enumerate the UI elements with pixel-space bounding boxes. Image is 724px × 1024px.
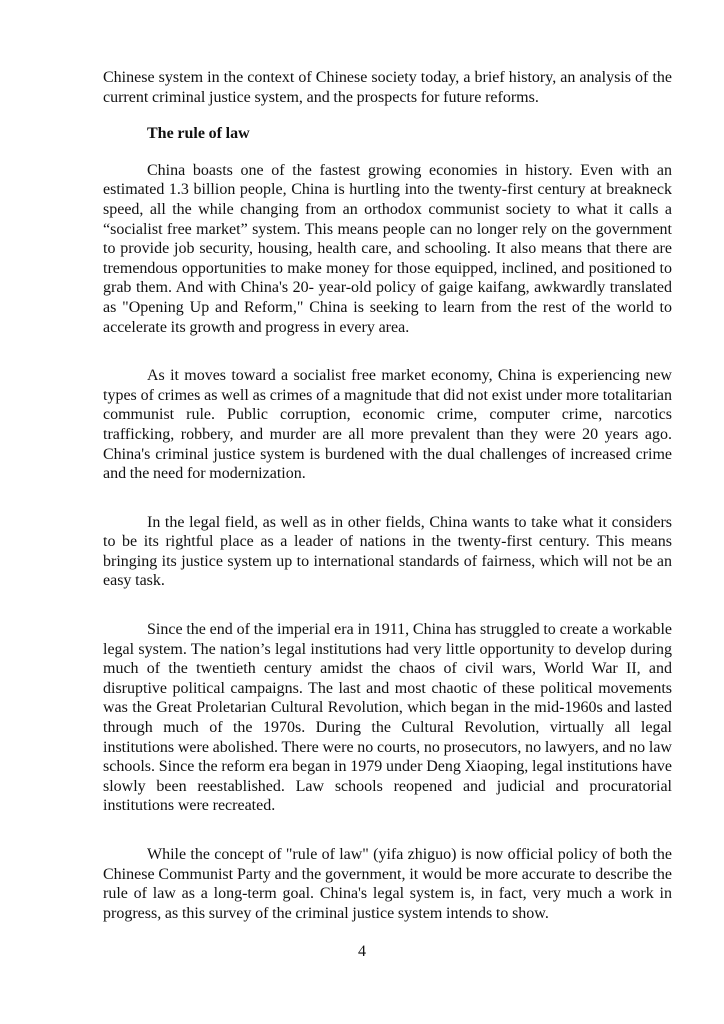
paragraph-history: Since the end of the imperial era in 1911, China has struggled to create a workable legal system. The nation’s legal institutions had very little opportunity to develop during much of the twentieth century amidst the chaos of civil wars, World War II, and disruptive political campaigns. The last and most chaotic of these political movements was the Great Proletarian Cultural Revolution, which began in the mid-1960s and lasted through much of the 1970s. During the Cultural Revolution, virtually all legal institutions were abolished. There were no courts, no prosecutors, no lawyers, and no law schools. Since the reform era began in 1979 under Deng Xiaoping, legal institutions have slowly been reestablished. Law schools reopened and judicial and procuratorial institutions were recreated. [103, 621, 672, 815]
page-number: 4 [358, 943, 366, 961]
intro-continuation-paragraph: Chinese system in the context of Chinese society today, a brief history, an analysis of the current criminal justice system, and the prospects for future reforms. [103, 69, 672, 106]
paragraph-legal-field: In the legal field, as well as in other fields, China wants to take what it considers to be its rightful place as a leader of nations in the twenty-first century. This means bringing its justice system up to international standards of fairness, which will not be an easy task. [103, 513, 672, 590]
document-page [103, 0, 672, 1002]
paragraph-rule-of-law: While the concept of "rule of law" (yifa zhiguo) is now official policy of both the Chinese Communist Party and the government, it would be more accurate to describe the rule of law as a long-term goal. China's legal system is, in fact, very much a work in progress, as this survey of the criminal justice system intends to show. [103, 846, 672, 922]
paragraph-crime: As it moves toward a socialist free market economy, China is experiencing new types of crimes as well as crimes of a magnitude that did not exist under more totalitarian communist rule. Public corruption, economic crime, computer crime, narcotics trafficking, robbery, and murder are all more prevalent than they were 20 years ago. China's criminal justice system is burdened with the dual challenges of increased crime and the need for modernization. [103, 367, 672, 483]
paragraph-economy: China boasts one of the fastest growing economies in history. Even with an estimated 1.3 billion people, China is hurtling into the twenty-first century at breakneck speed, all the while changing from an orthodox communist society to what it calls a “socialist free market” system. This means people can no longer rely on the government to provide job security, housing, health care, and schooling. It also means that there are tremendous opportunities to make money for those equipped, inclined, and positioned to grab them. And with China's 20- year-old policy of gaige kaifang, awkwardly translated as "Opening Up and Reform," China is seeking to learn from the rest of the world to accelerate its growth and progress in every area. [103, 161, 672, 336]
section-heading: The rule of law [147, 125, 250, 143]
